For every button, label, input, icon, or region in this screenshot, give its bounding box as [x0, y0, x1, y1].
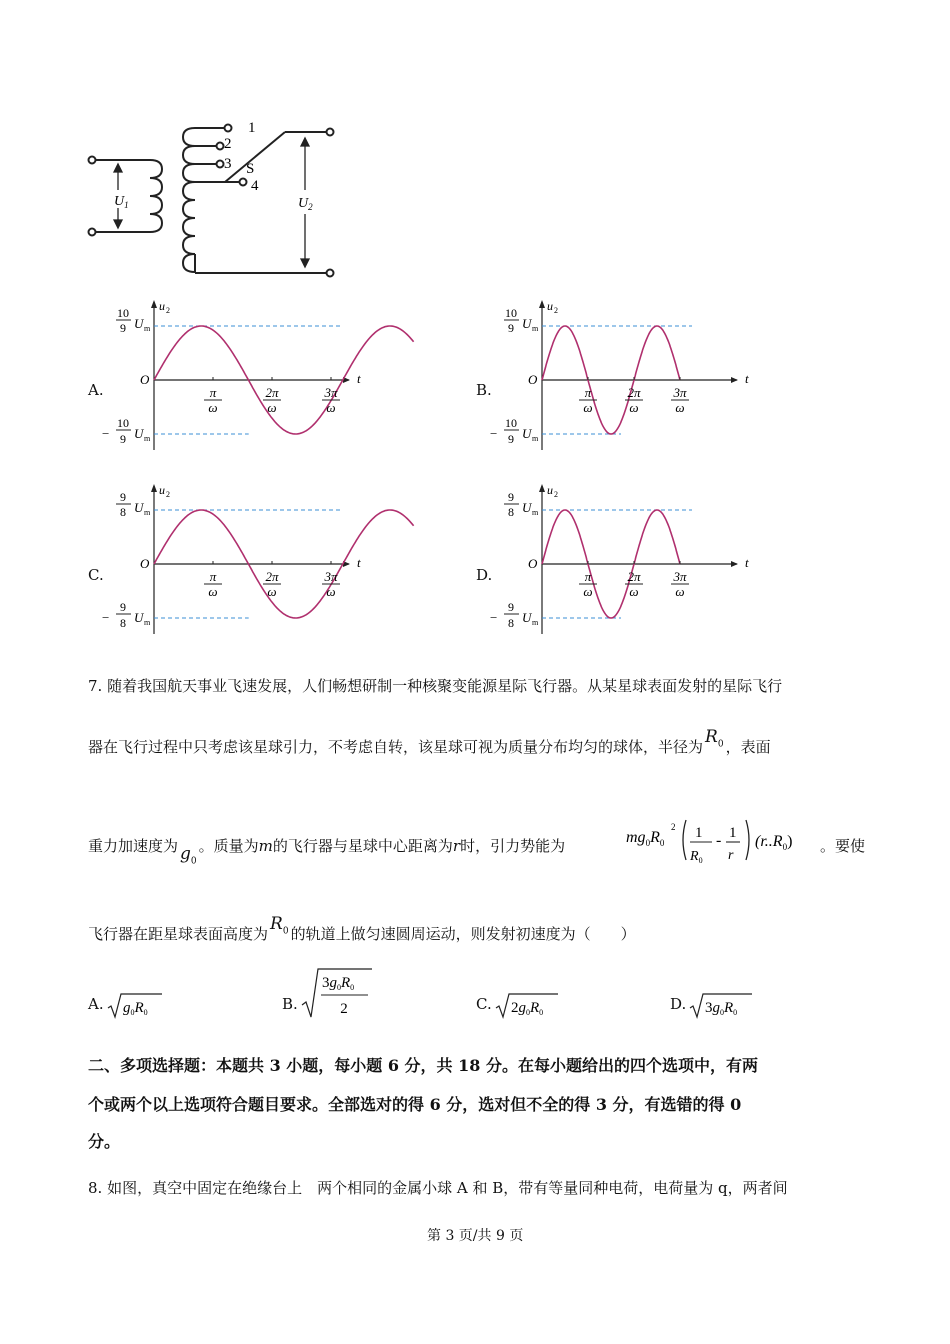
q8-line1: 8. 如图，真空中固定在绝缘台上 两个相同的金属小球 A 和 B，带有等量同种电荷，电荷量为 q，两者间	[88, 1179, 788, 1197]
q7-line2-end: ，表面	[725, 738, 771, 756]
graph-option-label: A.	[88, 381, 104, 399]
um-sub: m	[144, 324, 151, 333]
radicand: $g_0R_0$	[123, 1000, 148, 1017]
x-axis-arrow	[731, 377, 738, 383]
t-axis-label: t	[357, 371, 361, 386]
ymax-numerator: 10	[117, 306, 129, 320]
um-label: U	[522, 316, 532, 331]
potential-energy-formula	[624, 812, 824, 868]
u2-axis-sub: 2	[166, 490, 170, 499]
q7-r0: $R_0$	[705, 727, 724, 750]
radicand: $2g_0R_0$	[511, 1000, 544, 1017]
tick-denominator: ω	[208, 400, 218, 415]
q7-line3: 重力加速度为 $g_0$。质量为m的飞行器与星球中心距离为r时，引力势能为	[88, 837, 566, 867]
tick-label: π	[209, 385, 217, 400]
q7-m: m	[258, 837, 273, 855]
graph-option-2	[492, 298, 762, 458]
u2-axis-label: u	[159, 299, 165, 313]
u2-axis-label: u	[547, 483, 553, 497]
ymin-denominator: 8	[508, 616, 514, 630]
tick-denominator: ω	[675, 584, 685, 599]
um-label: U	[134, 426, 144, 441]
um-sub: m	[144, 508, 151, 517]
q7-height-r0: $R_0$	[270, 914, 289, 937]
origin-label: O	[528, 556, 538, 571]
tap-1-label: 1	[248, 120, 256, 136]
graph-option-label: C.	[88, 566, 104, 584]
q7-g0: $g_0$	[180, 844, 197, 867]
ymin-numerator: 9	[508, 600, 514, 614]
transformer-circuit	[80, 110, 350, 290]
denominator: 2	[340, 1001, 348, 1017]
u2-axis-sub: 2	[554, 490, 558, 499]
ymax-numerator: 10	[505, 306, 517, 320]
q7-line4: 飞行器在距星球表面高度为 $R_0$ 的轨道上做匀速圆周运动，则发射初速度为（ ）	[88, 914, 636, 943]
numerator: $3g_0R_0$	[322, 975, 355, 992]
origin-label: O	[140, 372, 150, 387]
tick-denominator: ω	[629, 584, 639, 599]
svg-text:mg0R0: $mg_0R_0$	[626, 829, 665, 848]
tap-3-label: 3	[224, 156, 232, 172]
u2-axis-sub: 2	[166, 306, 170, 315]
ymax-numerator: 9	[120, 490, 126, 504]
tick-label: π	[584, 569, 592, 584]
um-sub: m	[532, 324, 539, 333]
tick-denominator: ω	[208, 584, 218, 599]
neg-sign: −	[490, 610, 498, 625]
section2-line1: 二、多项选择题：本题共 3 小题，每小题 6 分，共 18 分。在每小题给出的四个选项中，有两	[88, 1056, 758, 1075]
q7-line2	[88, 727, 771, 764]
q7-option-label: D.	[670, 995, 687, 1013]
tick-label: 2π	[627, 569, 641, 584]
u2-axis-label: u	[159, 483, 165, 497]
tap-4-label: 4	[251, 178, 259, 194]
q7-option-a-formula	[106, 990, 196, 1020]
u2-axis-label: u	[547, 299, 553, 313]
y-axis-arrow	[539, 300, 545, 308]
um-sub: m	[144, 618, 151, 627]
svg-text:-: -	[716, 832, 722, 849]
tick-denominator: ω	[267, 400, 277, 415]
u2-axis-sub: 2	[554, 306, 558, 315]
tick-label: 3π	[673, 569, 687, 584]
ymax-numerator: 9	[508, 490, 514, 504]
page-footer: 第 3 页/共 9 页	[427, 1228, 524, 1244]
origin-label: O	[140, 556, 150, 571]
tick-label: 3π	[673, 385, 687, 400]
ymin-denominator: 9	[120, 432, 126, 446]
ymin-numerator: 9	[120, 600, 126, 614]
x-axis-arrow	[731, 561, 738, 567]
um-sub: m	[144, 434, 151, 443]
um-label: U	[134, 610, 144, 625]
ymax-denominator: 9	[508, 321, 514, 335]
ymin-numerator: 10	[505, 416, 517, 430]
um-label: U	[522, 610, 532, 625]
q7-option-d-formula	[688, 990, 778, 1020]
ymin-denominator: 8	[120, 616, 126, 630]
u1-label: U	[114, 194, 125, 209]
svg-text:1: 1	[729, 825, 737, 841]
um-sub: m	[532, 618, 539, 627]
um-label: U	[134, 316, 144, 331]
tap-2-label: 2	[224, 136, 232, 152]
tick-label: 2π	[265, 385, 279, 400]
q7-option-label: C.	[476, 995, 492, 1013]
q7-r: r	[452, 837, 461, 855]
tick-denominator: ω	[326, 584, 336, 599]
q7-line2-text: 器在飞行过程中只考虑该星球引力，不考虑自转，该星球可视为质量分布均匀的球体，半径为	[88, 738, 704, 756]
q7-option-label: B.	[282, 995, 298, 1013]
ymin-denominator: 9	[508, 432, 514, 446]
svg-text:r: r	[728, 848, 734, 863]
tick-denominator: ω	[583, 584, 593, 599]
svg-text:U2	[298, 196, 313, 212]
origin-label: O	[528, 372, 538, 387]
graph-option-1	[104, 298, 374, 458]
ymax-denominator: 8	[120, 505, 126, 519]
svg-text:R0: $R_0$	[690, 849, 703, 865]
y-axis-arrow	[151, 300, 157, 308]
graph-option-3	[104, 482, 374, 642]
graph-option-4	[492, 482, 762, 642]
tick-label: 2π	[265, 569, 279, 584]
tick-label: 2π	[627, 385, 641, 400]
tick-label: π	[584, 385, 592, 400]
um-label: U	[522, 500, 532, 515]
neg-sign: −	[490, 426, 498, 441]
um-sub: m	[532, 508, 539, 517]
t-axis-label: t	[745, 371, 749, 386]
graph-option-label: B.	[476, 381, 492, 399]
tick-label: 3π	[324, 385, 338, 400]
q7-option-c-formula	[494, 990, 584, 1020]
radicand: $3g_0R_0$	[705, 1000, 738, 1017]
tick-denominator: ω	[267, 584, 277, 599]
section2-line3: 分。	[88, 1132, 121, 1151]
tick-denominator: ω	[629, 400, 639, 415]
sqrt-sign	[302, 969, 372, 1017]
neg-sign: −	[102, 426, 110, 441]
tick-denominator: ω	[326, 400, 336, 415]
q7-line3-end: 。要使	[820, 837, 866, 855]
q7-line1: 7. 随着我国航天事业飞速发展，人们畅想研制一种核聚变能源星际飞行器。从某星球表面发射的星际飞行	[88, 677, 783, 695]
neg-sign: −	[102, 610, 110, 625]
u2-label: U	[298, 196, 309, 211]
um-label: U	[522, 426, 532, 441]
svg-text:U1	[114, 194, 129, 210]
svg-text:1: 1	[695, 825, 703, 841]
svg-text:2: 2	[671, 822, 676, 832]
t-axis-label: t	[357, 555, 361, 570]
tick-label: 3π	[324, 569, 338, 584]
t-axis-label: t	[745, 555, 749, 570]
svg-text:(r..R0): $(r..R_0)$	[755, 833, 793, 852]
y-axis-arrow	[151, 484, 157, 492]
ymax-denominator: 8	[508, 505, 514, 519]
u2-sub: 2	[308, 202, 313, 212]
tick-label: π	[209, 569, 217, 584]
q7-option-label: A.	[88, 995, 104, 1013]
switch-label: S	[246, 161, 255, 177]
um-label: U	[134, 500, 144, 515]
q7-option-b-formula	[300, 965, 390, 1021]
um-sub: m	[532, 434, 539, 443]
tick-denominator: ω	[583, 400, 593, 415]
tick-denominator: ω	[675, 400, 685, 415]
ymin-numerator: 10	[117, 416, 129, 430]
y-axis-arrow	[539, 484, 545, 492]
graph-option-label: D.	[476, 566, 493, 584]
ymax-denominator: 9	[120, 321, 126, 335]
section2-line2: 个或两个以上选项符合题目要求。全部选对的得 6 分，选对但不全的得 3 分，有选错的得 0	[88, 1095, 742, 1114]
u1-sub: 1	[124, 200, 129, 210]
